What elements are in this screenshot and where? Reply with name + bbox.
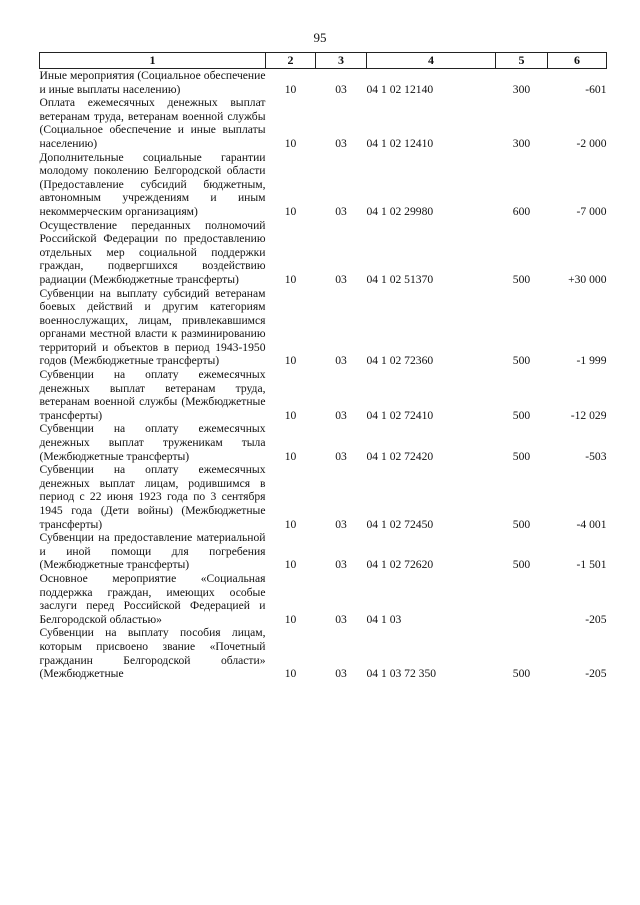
- row-amount: -503: [585, 449, 607, 463]
- row-target-code: 04 1 02 72620: [366, 558, 434, 572]
- row-expense-type: 500: [512, 354, 531, 368]
- row-section: 10: [284, 517, 297, 531]
- row-name: Субвенции на выплату пособия лицам, которым присвоено звание «Почетный гражданин Белгородской области» (Межбюджетные: [39, 626, 266, 681]
- row-subsection: 03: [335, 272, 347, 286]
- table-row: [40, 531, 607, 572]
- row-name: Субвенции на предоставление материальной и иной помощи для погребения (Межбюджетные трансферты): [39, 531, 266, 572]
- row-subsection: 03: [335, 136, 347, 150]
- table-row: [40, 151, 607, 219]
- row-subsection: 03: [335, 517, 347, 531]
- row-expense-type: 300: [512, 82, 531, 96]
- row-name: Субвенции на выплату субсидий ветеранам боевых действий и другим категориям военнослужащих, лицам, привлекавшимся органами местной власти к разминированию территорий и объектов в период 1943-1950 годов (Межбюджетные трансферты): [39, 286, 266, 368]
- table-row: [40, 69, 607, 97]
- row-section: 10: [284, 354, 297, 368]
- table-row: [40, 572, 607, 626]
- row-amount: +30 000: [568, 272, 607, 286]
- row-subsection: 03: [335, 612, 347, 626]
- table-row: [40, 219, 607, 287]
- row-amount: -12 029: [570, 408, 607, 422]
- row-expense-type: 500: [512, 449, 531, 463]
- row-target-code: 04 1 02 72420: [366, 449, 434, 463]
- row-amount: -205: [585, 612, 607, 626]
- header-col-1: 1: [40, 53, 266, 69]
- row-target-code: 04 1 03: [366, 612, 402, 626]
- table-row: [40, 422, 607, 463]
- row-section: 10: [284, 204, 297, 218]
- row-expense-type: 600: [512, 204, 531, 218]
- row-amount: -1 999: [576, 354, 607, 368]
- row-amount: -2 000: [576, 136, 607, 150]
- table-row: [40, 287, 607, 369]
- row-name: Субвенции на оплату ежемесячных денежных выплат лицам, родившимся в период с 22 июня 1923 года по 3 сентября 1945 года (Дети войны) (Межбюджетные трансферты): [39, 463, 266, 531]
- row-target-code: 04 1 02 72360: [366, 354, 434, 368]
- header-col-5: 5: [496, 53, 548, 69]
- row-section: 10: [284, 408, 297, 422]
- row-expense-type: 300: [512, 136, 531, 150]
- row-target-code: 04 1 02 29980: [366, 204, 434, 218]
- row-amount: -7 000: [576, 204, 607, 218]
- table-header-row: [40, 53, 607, 69]
- row-expense-type: 500: [512, 558, 531, 572]
- row-target-code: 04 1 02 72450: [366, 517, 434, 531]
- table-row: [40, 626, 607, 680]
- row-expense-type: 500: [512, 517, 531, 531]
- row-target-code: 04 1 03 72 350: [366, 667, 437, 681]
- row-section: 10: [284, 272, 297, 286]
- row-subsection: 03: [335, 408, 347, 422]
- row-name: Оплата ежемесячных денежных выплат ветеранам труда, ветеранам военной службы (Социальное обеспечение и иные выплаты населению): [39, 96, 266, 150]
- row-section: 10: [284, 449, 297, 463]
- row-name: Субвенции на оплату ежемесячных денежных выплат ветеранам труда, ветеранам военной службы (Межбюджетные трансферты): [39, 368, 266, 422]
- row-amount: -205: [585, 667, 607, 681]
- row-name: Осуществление переданных полномочий Российской Федерации по предоставлению отдельных мер социальной поддержки граждан, подвергшихся воздействию радиации (Межбюджетные трансферты): [39, 218, 266, 286]
- row-subsection: 03: [335, 558, 347, 572]
- header-col-2: 2: [266, 53, 316, 69]
- header-col-4: 4: [367, 53, 496, 69]
- row-amount: -4 001: [576, 517, 607, 531]
- row-section: 10: [284, 667, 297, 681]
- row-section: 10: [284, 558, 297, 572]
- row-expense-type: 500: [512, 667, 531, 681]
- row-section: 10: [284, 82, 297, 96]
- row-target-code: 04 1 02 51370: [366, 272, 434, 286]
- row-section: 10: [284, 136, 297, 150]
- row-amount: -601: [585, 82, 607, 96]
- row-subsection: 03: [335, 449, 347, 463]
- row-target-code: 04 1 02 12140: [366, 82, 434, 96]
- row-subsection: 03: [335, 82, 347, 96]
- budget-table: [39, 52, 607, 681]
- table-row: [40, 463, 607, 531]
- row-subsection: 03: [335, 204, 347, 218]
- row-target-code: 04 1 02 72410: [366, 408, 434, 422]
- page-number: 95: [313, 30, 327, 45]
- header-col-3: 3: [316, 53, 367, 69]
- row-section: 10: [284, 612, 297, 626]
- row-expense-type: [496, 572, 548, 626]
- header-col-6: 6: [548, 53, 607, 69]
- row-name: Дополнительные социальные гарантии молодому поколению Белгородской области (Предоставление субсидий бюджетным, автономным учреждениям и иным некоммерческим организациям): [39, 150, 266, 218]
- row-subsection: 03: [335, 354, 347, 368]
- table-row: [40, 96, 607, 150]
- row-name: Субвенции на оплату ежемесячных денежных выплат труженикам тыла (Межбюджетные трансферты): [39, 422, 266, 463]
- row-name: Основное мероприятие «Социальная поддержка граждан, имеющих особые заслуги перед Российской Федерацией и Белгородской областью»: [39, 571, 266, 626]
- table-row: [40, 368, 607, 422]
- row-subsection: 03: [335, 667, 347, 681]
- row-name: Иные мероприятия (Социальное обеспечение и иные выплаты населению): [39, 69, 266, 96]
- row-target-code: 04 1 02 12410: [366, 136, 434, 150]
- row-expense-type: 500: [512, 408, 531, 422]
- row-amount: -1 501: [576, 558, 607, 572]
- row-expense-type: 500: [512, 272, 531, 286]
